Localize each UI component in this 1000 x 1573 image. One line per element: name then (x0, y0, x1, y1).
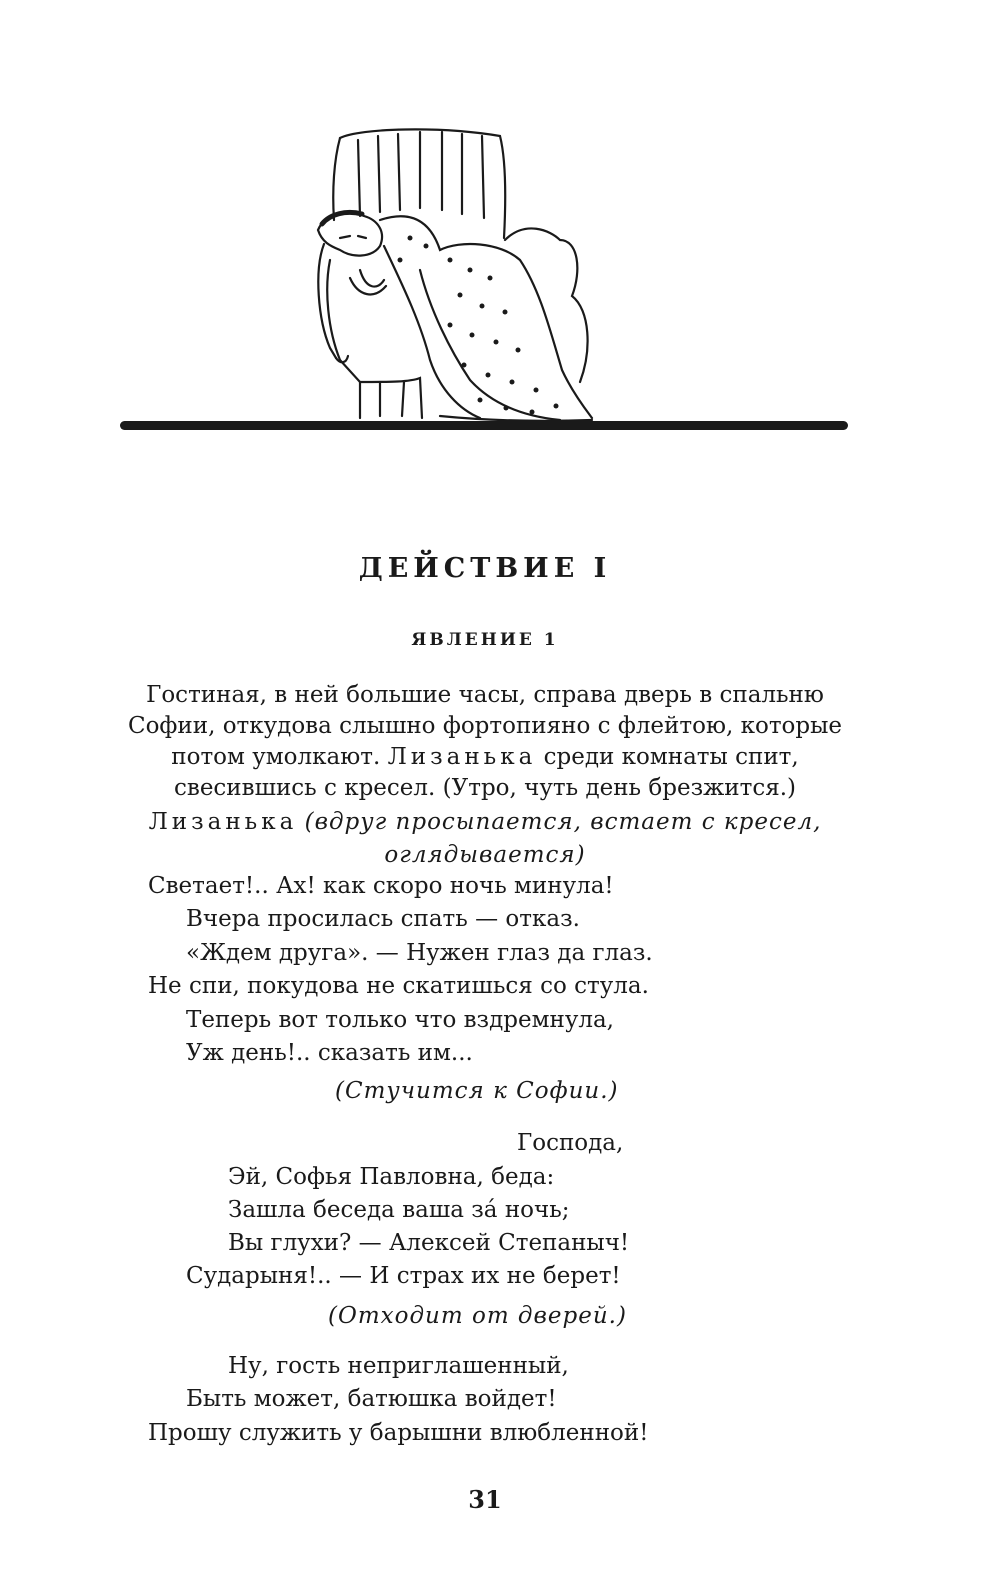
verse-line: Вчера просилась спать — отказ. (186, 906, 580, 932)
verse-line: Вы глухи? — Алексей Степаныч! (228, 1230, 630, 1256)
character-name: Лизанька (387, 744, 537, 770)
verse-line: Прошу служить у барышни влюбленной! (148, 1420, 649, 1446)
verse-line: Сударыня!.. — И страх их не берет! (186, 1263, 621, 1289)
act-title: ДЕЙСТВИЕ I (358, 553, 612, 584)
speaker-line (90, 806, 880, 839)
page-number: 31 (468, 1485, 502, 1514)
stage-line: свесившись с кресел. (Утро, чуть день брезжится.) (173, 775, 796, 801)
speaker-heading (90, 806, 880, 872)
stage-text: потом умолкают. (171, 744, 388, 770)
verse-line: Светает!.. Ах! как скоро ночь минула! (148, 873, 614, 899)
stage-line (90, 742, 880, 773)
verse-line: Быть может, батюшка войдет! (186, 1386, 557, 1412)
floor-rule (120, 421, 848, 430)
stage-direction (90, 680, 880, 804)
scene-title: ЯВЛЕНИЕ 1 (411, 630, 559, 650)
stage-text: среди комнаты спит, (536, 744, 799, 770)
speaker-name: Лизанька (148, 809, 298, 835)
speaker-direction: (вдруг просыпается, встает с кресел, (304, 809, 822, 835)
stage-direction-inline: (Отходит от дверей.) (328, 1303, 627, 1329)
stage-line: Софии, откудова слышно фортопияно с флейтою, которые (127, 713, 843, 739)
verse-line: Не спи, покудова не скатишься со стула. (148, 973, 649, 999)
verse-line: Ну, гость неприглашенный, (228, 1353, 569, 1379)
stage-direction-inline: (Стучится к Софии.) (335, 1078, 619, 1104)
verse-line: Зашла беседа ваша за́ ночь; (228, 1197, 570, 1223)
verse-line: «Ждем друга». — Нужен глаз да глаз. (186, 940, 653, 966)
verse-line: Эй, Софья Павловна, беда: (228, 1164, 555, 1190)
speaker-direction: оглядывается) (384, 842, 586, 868)
stage-line: Гостиная, в ней большие часы, справа дверь в спальню (146, 682, 824, 708)
verse-line: Теперь вот только что вздремнула, (186, 1007, 614, 1033)
verse-line: Уж день!.. сказать им... (186, 1040, 473, 1066)
verse-line: Господа, (517, 1130, 624, 1156)
sleeping-girl-armchair-illustration (300, 120, 610, 430)
